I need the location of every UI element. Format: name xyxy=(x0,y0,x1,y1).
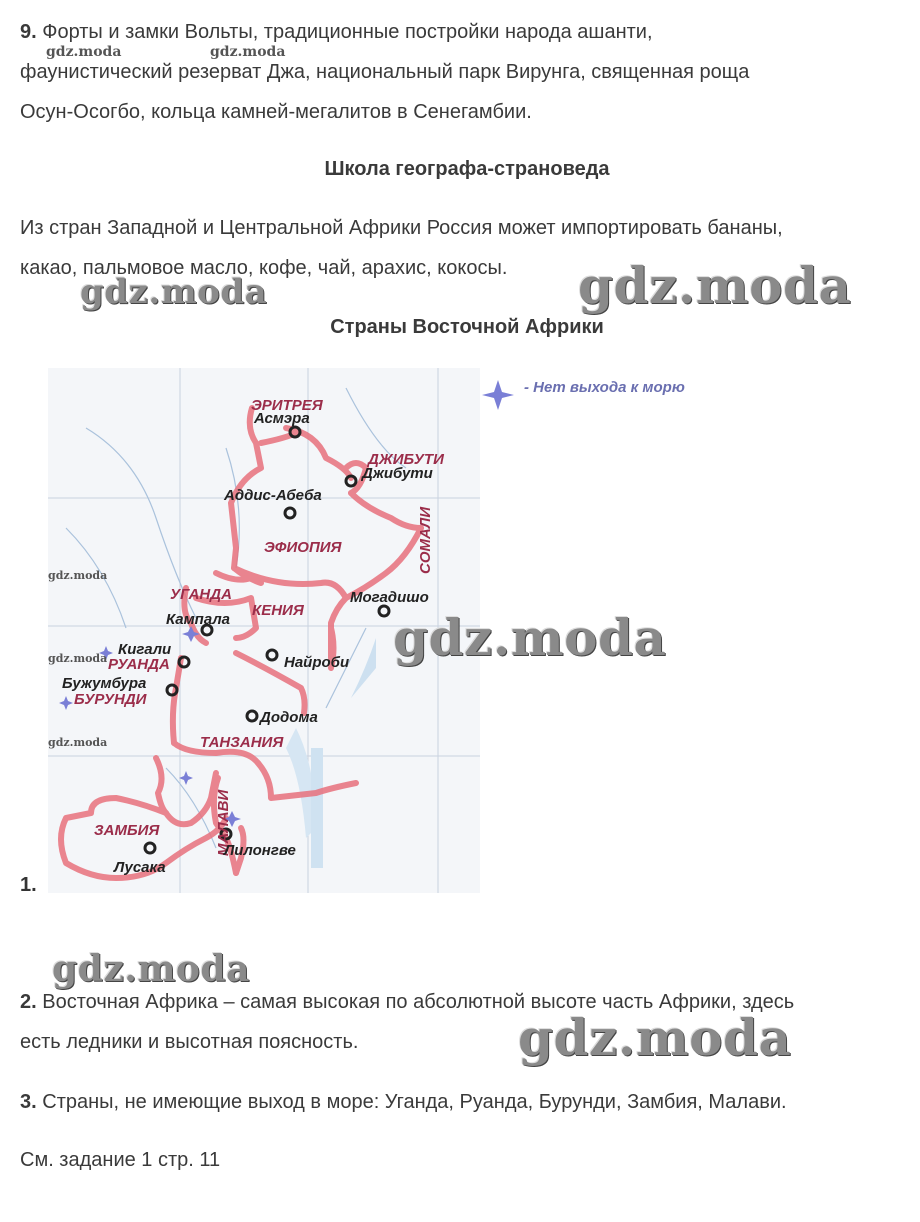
watermark: gdz.moda xyxy=(578,256,852,315)
country-label: ЭРИТРЕЯ xyxy=(251,397,323,414)
watermark-small: gdz.moda xyxy=(48,569,108,582)
item-2-number: 2. xyxy=(20,991,37,1013)
item-2-line-2: есть ледники и высотная поясность. xyxy=(20,1031,359,1053)
country-label: КЕНИЯ xyxy=(252,602,304,619)
city-label: Асмэра xyxy=(254,410,310,427)
city-label: Кампала xyxy=(166,611,231,628)
city-label: Бужумбура xyxy=(62,675,147,692)
watermark-small: gdz.moda xyxy=(210,44,286,60)
country-label: ДЖИБУТИ xyxy=(368,451,444,468)
city-label: Лусака xyxy=(114,859,166,876)
watermark-small: gdz.moda xyxy=(48,736,108,749)
watermark: gdz.moda xyxy=(393,608,667,667)
country-label: УГАНДА xyxy=(170,586,232,603)
country-label: РУАНДА xyxy=(108,656,170,673)
country-label: ЭФИОПИЯ xyxy=(264,539,342,556)
task-1-number: 1. xyxy=(20,874,37,896)
watermark: gdz.moda xyxy=(52,948,250,990)
country-label: БУРУНДИ xyxy=(74,691,147,708)
city-label: Могадишо xyxy=(350,589,429,606)
item-3-text: Страны, не имеющие выход в море: Уганда, Руанда, Бурунди, Замбия, Малави. xyxy=(42,1091,787,1113)
legend-star-icon xyxy=(482,380,514,410)
see-task-note: См. задание 1 стр. 11 xyxy=(20,1149,221,1171)
city-label: Лилонгве xyxy=(224,842,296,859)
import-line-1: Из стран Западной и Центральной Африки Россия может импортировать бананы, xyxy=(20,217,783,239)
item-9-line-2: фаунистический резерват Джа, национальный парк Вирунга, священная роща xyxy=(20,61,750,83)
city-label: Джибути xyxy=(362,465,433,482)
item-9 xyxy=(20,12,910,132)
item-9-line-3: Осун-Осогбо, кольца камней-мегалитов в Сенегамбии. xyxy=(20,101,532,123)
city-label: Аддис-Абеба xyxy=(224,487,322,504)
item-3 xyxy=(20,1082,910,1122)
watermark: gdz.moda xyxy=(80,272,268,312)
item-2-line-1: Восточная Африка – самая высокая по абсолютной высоте часть Африки, здесь xyxy=(42,991,795,1013)
watermark-small: gdz.moda xyxy=(46,44,122,60)
watermark: gdz.moda xyxy=(518,1008,792,1067)
lake xyxy=(311,748,323,868)
city-label: Кигали xyxy=(118,641,172,658)
item-9-line-1: Форты и замки Вольты, традиционные постройки народа ашанти, xyxy=(42,21,653,43)
city-label: Найроби xyxy=(284,654,350,671)
item-9-number: 9. xyxy=(20,21,37,43)
country-label: ТАНЗАНИЯ xyxy=(200,734,284,751)
watermark-small: gdz.moda xyxy=(48,652,108,665)
country-label: СОМАЛИ xyxy=(417,506,434,574)
section-heading-east-africa: Страны Восточной Африки xyxy=(330,316,604,338)
section-heading-school: Школа географа-страноведа xyxy=(324,158,610,180)
country-label: ЗАМБИЯ xyxy=(94,822,160,839)
city-label: Додома xyxy=(260,709,318,726)
country-label: МАЛАВИ xyxy=(215,789,232,856)
item-3-number: 3. xyxy=(20,1091,37,1113)
legend-label: - Нет выхода к морю xyxy=(524,379,685,396)
import-line-2: какао, пальмовое масло, кофе, чай, арахис, кокосы. xyxy=(20,257,508,279)
